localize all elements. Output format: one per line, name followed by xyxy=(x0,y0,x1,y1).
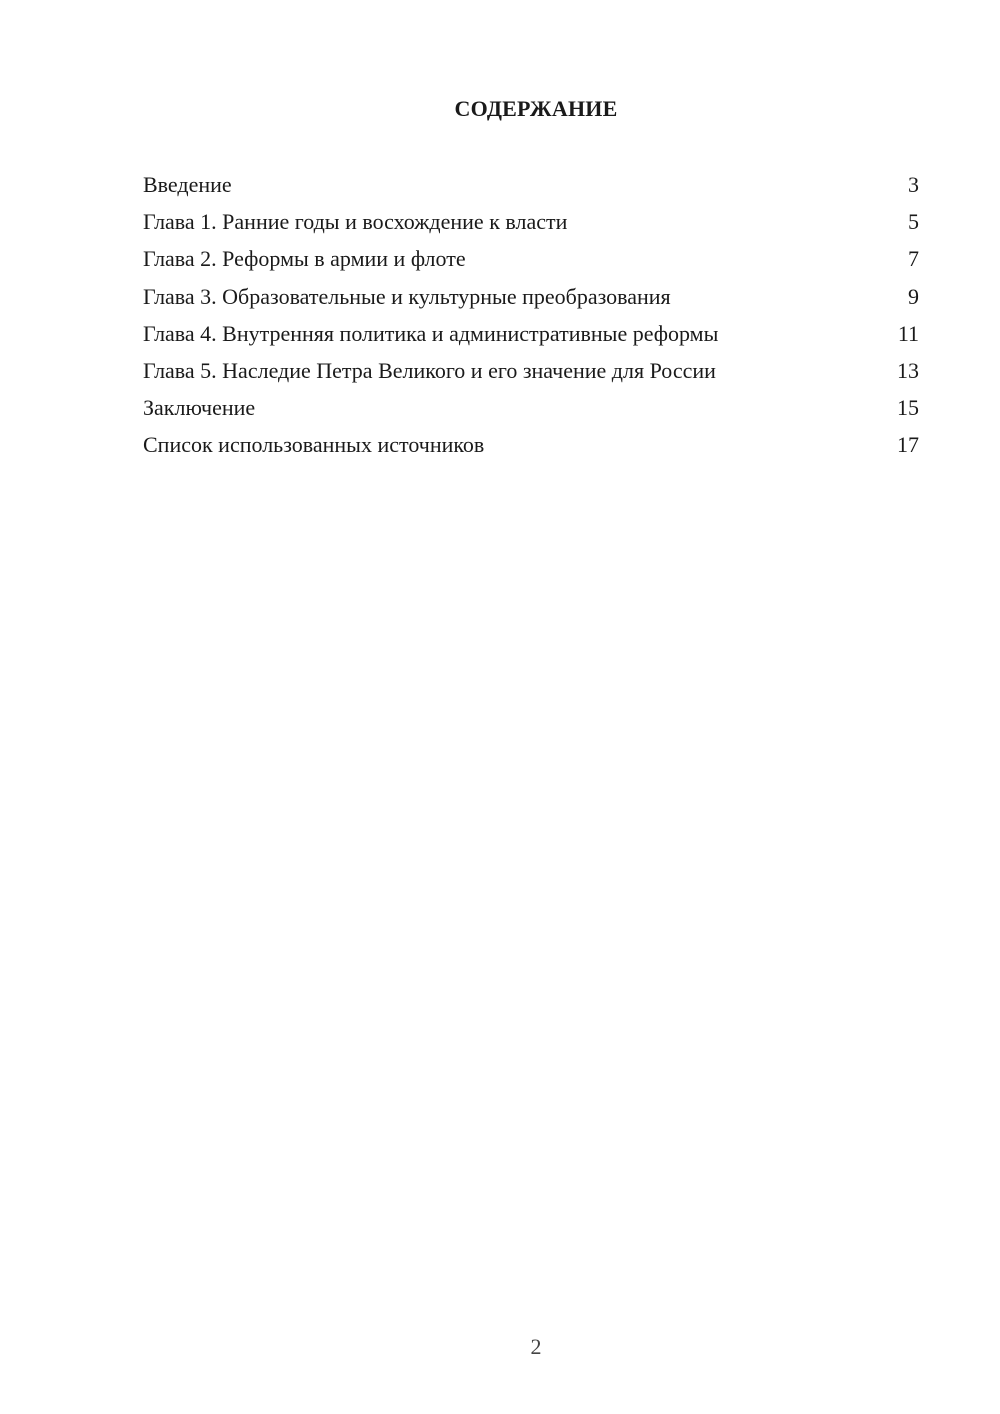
page-number: 2 xyxy=(530,1334,542,1359)
toc-entry-chapter-2[interactable] xyxy=(143,244,919,281)
toc-entry-page: 7 xyxy=(908,246,919,272)
toc-entry-conclusion[interactable] xyxy=(143,393,919,430)
toc-entry-page: 15 xyxy=(897,395,919,421)
toc-entry-label: Глава 5. Наследие Петра Великого и его значение для России xyxy=(143,357,716,383)
toc-entry-page: 13 xyxy=(897,357,919,383)
toc-entry-page: 3 xyxy=(908,172,919,197)
toc-entry-label: Заключение xyxy=(143,395,256,421)
toc-entry-page: 5 xyxy=(908,209,919,235)
toc-entry-page: 11 xyxy=(897,320,919,346)
toc-entry-chapter-5[interactable] xyxy=(143,356,919,393)
toc-entry-label: Введение xyxy=(143,172,232,197)
toc-entry-references[interactable] xyxy=(143,430,919,467)
toc-entry-label: Глава 2. Реформы в армии и флоте xyxy=(143,246,466,272)
toc-entry-label: Глава 1. Ранние годы и восхождение к власти xyxy=(143,209,568,235)
table-of-contents xyxy=(143,170,919,468)
toc-entry-page: 17 xyxy=(897,432,919,458)
toc-entry-chapter-1[interactable] xyxy=(143,207,919,244)
toc-entry-label: Глава 3. Образовательные и культурные преобразования xyxy=(143,283,671,309)
toc-entry-label: Глава 4. Внутренняя политика и административные реформы xyxy=(143,320,719,346)
toc-entry-chapter-3[interactable] xyxy=(143,282,919,319)
page-title: СОДЕРЖАНИЕ xyxy=(454,96,618,121)
toc-entry-page: 9 xyxy=(908,283,919,309)
toc-entry-label: Список использованных источников xyxy=(143,432,485,458)
toc-entry-chapter-4[interactable] xyxy=(143,319,919,356)
toc-entry-introduction[interactable] xyxy=(143,170,919,207)
